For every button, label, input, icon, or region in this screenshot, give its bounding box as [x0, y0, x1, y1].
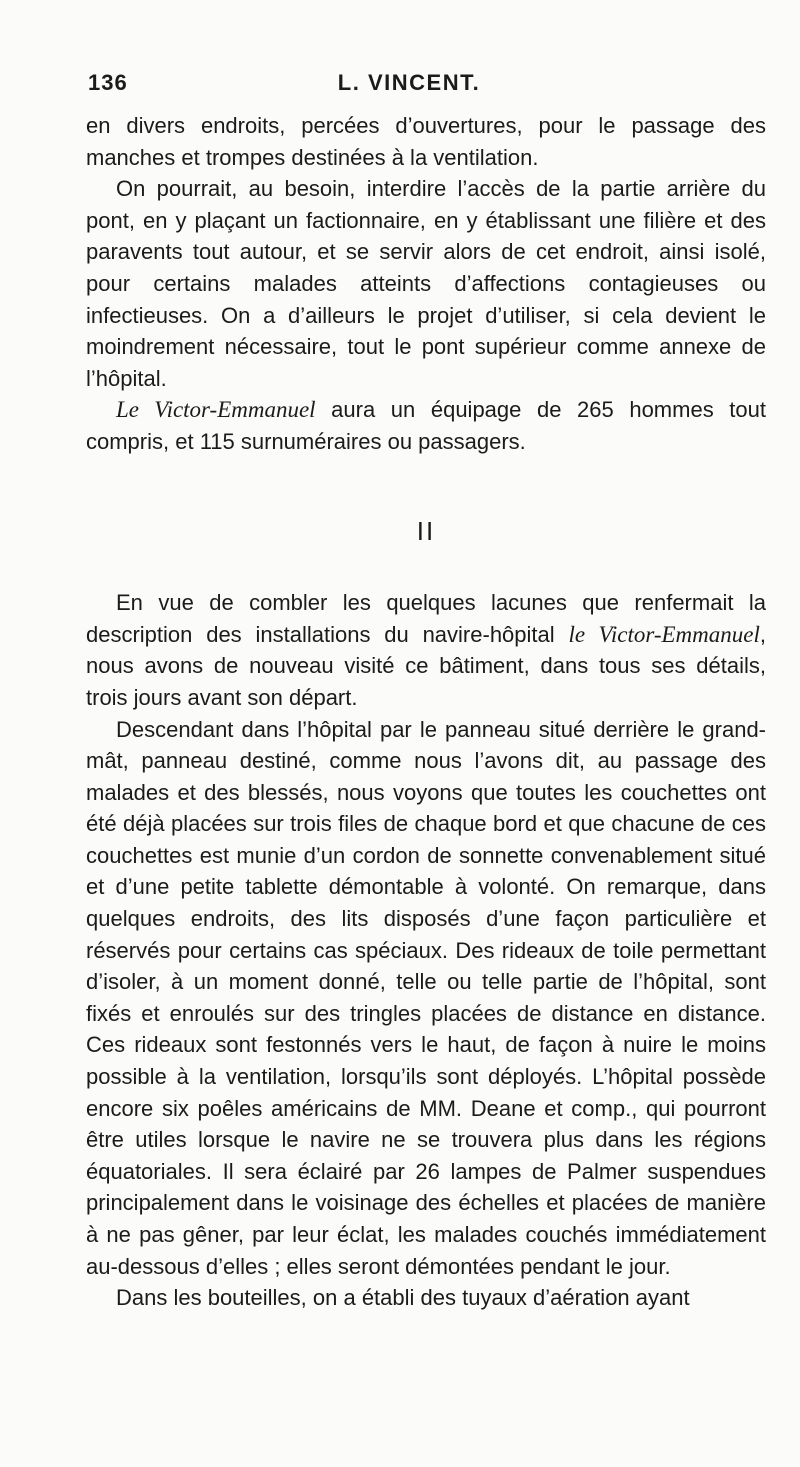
- paragraph: [86, 394, 766, 457]
- paragraph-text: en divers endroits, percées d’ouvertures, pour le passage des manches et trompes destinées à la ventilation.: [86, 113, 766, 170]
- paragraph-text: aura un équipage de 265 hommes tout compris, et 115 surnuméraires ou passagers.: [86, 397, 766, 454]
- paragraph: [86, 173, 766, 394]
- paragraphs-top: [86, 110, 766, 458]
- paragraph-text: En vue de combler les quelques lacunes que renfermait la description des installations du navire-hôpital: [86, 590, 766, 647]
- paragraph: [86, 1282, 766, 1314]
- italic-text: Le Victor-Emmanuel: [116, 397, 316, 423]
- page-header: [88, 70, 770, 106]
- paragraph-text: Dans les bouteilles, on a établi des tuyaux d’aération ayant: [116, 1285, 690, 1311]
- section-number: II: [416, 515, 436, 546]
- page-number: 136: [88, 70, 128, 95]
- paragraph: [86, 587, 766, 713]
- paragraph-text: Descendant dans l’hôpital par le panneau situé derrière le grand-mât, panneau destiné, comme nous l’avons dit, au passage des malades et des blessés, nous voyons que toutes les couchettes ont été déjà placées sur trois files de chaque bord et que chacune de ces couchettes est munie d’un cordon de sonnette convenablement situé et d’une petite tablette démontable à volonté. On remarque, dans quelques endroits, des lits disposés d’une façon particulière et réservés pour certains cas spéciaux. Des rideaux de toile permettant d’isoler, à un moment donné, telle ou telle partie de l’hôpital, sont fixés et enroulés sur des tringles placées de distance en distance. Ces rideaux sont festonnés vers le haut, de façon à nuire le moins possible à la ventilation, lorsqu’ils sont déployés. L’hôpital possède encore six poêles américains de MM. Deane et comp., qui pourront être utiles lorsque le navire ne se trouvera plus dans les régions équatoriales. Il sera éclairé par 26 lampes de Palmer suspendues principalement dans le voisinage des échelles et placées de manière à ne pas gêner, par leur éclat, les malades couchés immédiatement au-dessous d’elles ; elles seront démontées pendant le jour.: [86, 716, 766, 1279]
- paragraph: [86, 714, 766, 1283]
- body-text: [86, 110, 766, 1314]
- paragraph-text: On pourrait, au besoin, interdire l’accès de la partie arrière du pont, en y plaçant un factionnaire, en y établissant une filière et des paravents tout autour, et se servir alors de cet endroit, ainsi isolé, pour certains malades atteints d’affections contagieuses ou infectieuses. On a d’ailleurs le projet d’utiliser, si cela devient le moindrement nécessaire, tout le pont supérieur comme annexe de l’hôpital.: [86, 176, 766, 391]
- italic-text: le Victor-Emmanuel: [568, 621, 760, 647]
- running-title: L. VINCENT.: [337, 70, 481, 95]
- paragraph-text: , nous avons de nouveau visité ce bâtiment, dans tous ses détails, trois jours avant son départ.: [86, 621, 766, 710]
- paragraphs-bottom: [86, 587, 766, 1314]
- paragraph: [86, 110, 766, 173]
